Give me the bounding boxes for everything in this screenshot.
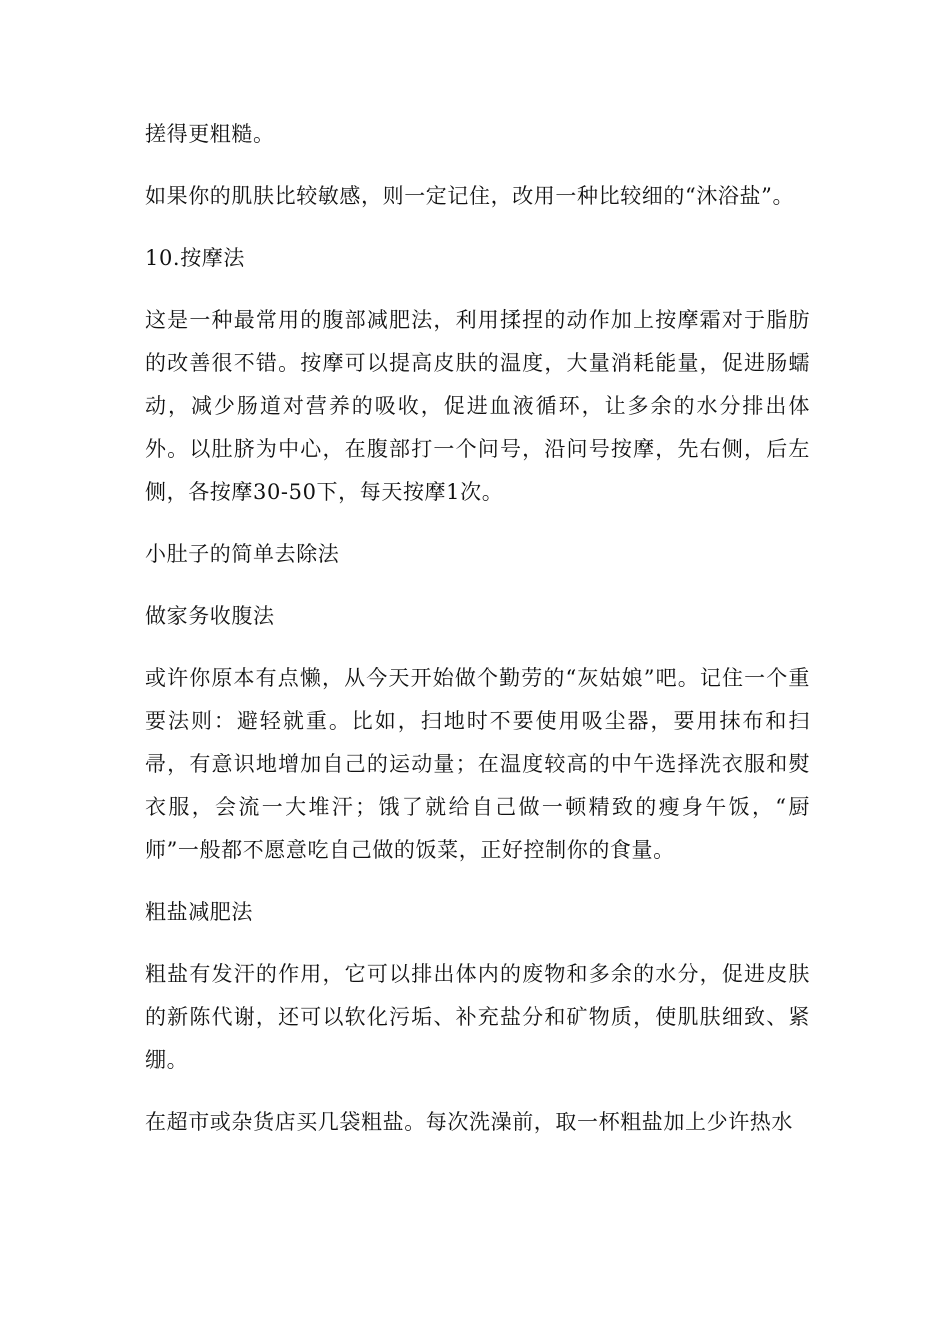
subsection-heading: 做家务收腹法: [145, 604, 275, 628]
paragraph-text: 在超市或杂货店买几袋粗盐。每次洗澡前，取一杯粗盐加上少许热水: [145, 1110, 793, 1134]
document-body: [145, 113, 810, 1163]
paragraph-text: 如果你的肌肤比较敏感，则一定记住，改用一种比较细的“沐浴盐”。: [145, 184, 795, 208]
paragraph-text: 这是一种最常用的腹部减肥法，利用揉捏的动作加上按摩霜对于脂肪的改善很不错。按摩可以提高皮肤的温度，大量消耗能量，促进肠蠕动，减少肠道对营养的吸收，促进血液循环，让多余的水分排出体外。以肚脐为中心，在腹部打一个问号，沿问号按摩，先右侧，后左侧，各按摩30-50下，每天按摩1次。: [145, 308, 810, 504]
paragraph-text: 粗盐有发汗的作用，它可以排出体内的废物和多余的水分，促进皮肤的新陈代谢，还可以软化污垢、补充盐分和矿物质，使肌肤细致、紧绷。: [145, 962, 810, 1072]
section-heading: 小肚子的简单去除法: [145, 542, 340, 566]
subsection-heading: 粗盐减肥法: [145, 900, 253, 924]
section-heading: 10.按摩法: [145, 246, 245, 270]
paragraph-text: 或许你原本有点懒，从今天开始做个勤劳的“灰姑娘”吧。记住一个重要法则：避轻就重。比如，扫地时不要使用吸尘器，要用抹布和扫帚，有意识地增加自己的运动量；在温度较高的中午选择洗衣服和熨衣服，会流一大堆汗；饿了就给自己做一顿精致的瘦身午饭，“厨师”一般都不愿意吃自己做的饭菜，正好控制你的食量。: [145, 666, 810, 862]
paragraph-text: 搓得更粗糙。: [145, 122, 275, 146]
